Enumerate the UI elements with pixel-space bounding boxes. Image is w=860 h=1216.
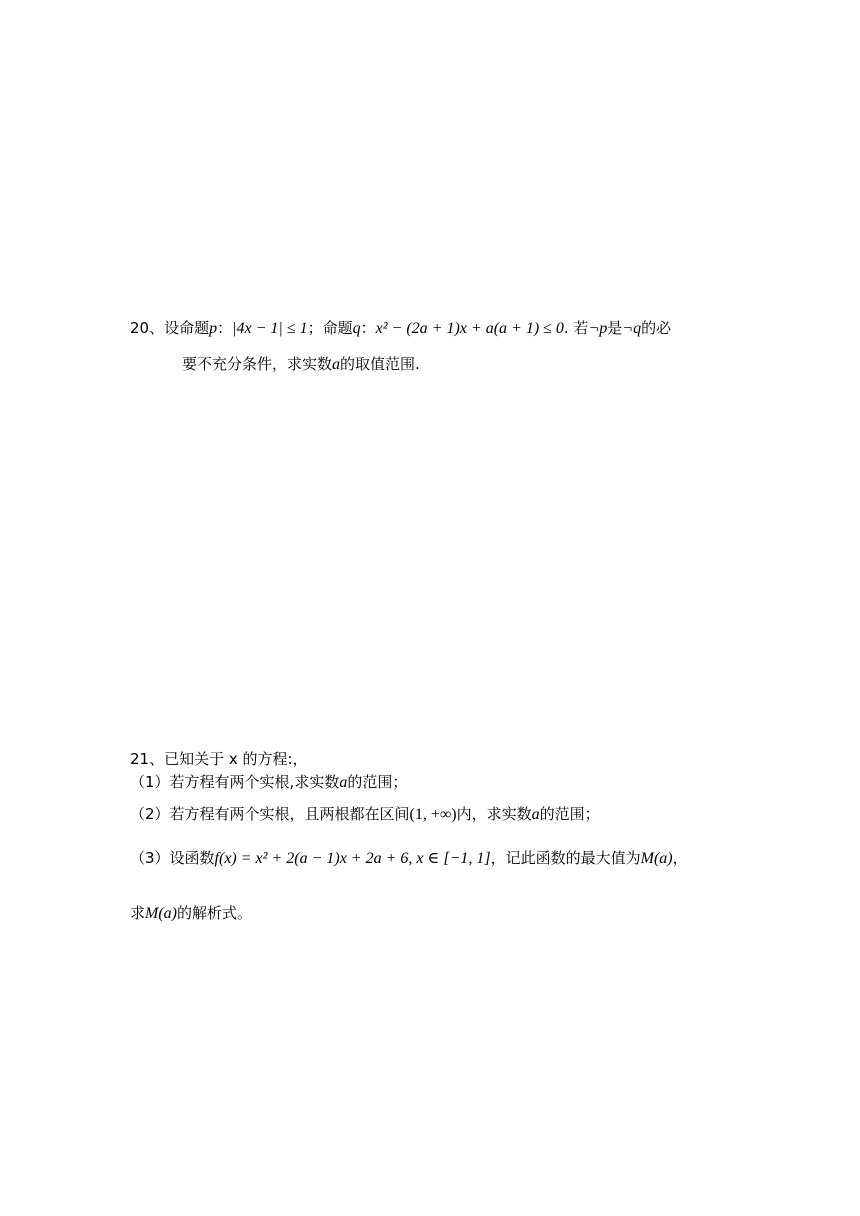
part-1-text: 的范围； — [347, 773, 408, 791]
colon: ： — [360, 319, 376, 337]
inequality-q: x² − (2a + 1)x + a(a + 1) ≤ 0 — [375, 320, 564, 337]
problem-20-text: 的必 — [641, 319, 672, 337]
max-value-symbol: M(a) — [640, 850, 673, 867]
problem-21-part-2 — [130, 804, 600, 825]
part-2-text: 内，求实数 — [456, 805, 532, 823]
problem-21-part-3 — [130, 848, 688, 869]
problem-20-line-1 — [130, 318, 671, 339]
variable-a: a — [332, 356, 341, 373]
problem-20-text: 是 — [607, 319, 623, 337]
not-p-symbol: ¬p — [588, 320, 608, 337]
variable-a: a — [531, 806, 540, 823]
part-3-text: （3）设函数 — [130, 849, 215, 867]
problem-20-text: ；命题 — [307, 319, 353, 337]
problem-21-part-3-line-2 — [130, 903, 252, 924]
part-1-text: （1）若方程有两个实根,求实数 — [130, 773, 340, 791]
colon: ： — [217, 319, 233, 337]
problem-21-part-1 — [130, 772, 407, 793]
part-3-text: 求 — [130, 904, 146, 922]
problem-20-line-2 — [182, 354, 420, 375]
part-2-text: （2）若方程有两个实根，且两根都在区间 — [130, 805, 410, 823]
problem-21-text: 已知关于 x 的方程:， — [164, 750, 308, 768]
proposition-p-symbol: p — [209, 320, 218, 337]
part-3-text: 的解析式。 — [177, 904, 253, 922]
part-3-text: ，记此函数的最大值为 — [490, 849, 641, 867]
inequality-p: |4x − 1| ≤ 1 — [232, 320, 308, 337]
problem-20-text: 设命题 — [164, 319, 210, 337]
proposition-q-symbol: q — [352, 320, 361, 337]
part-2-text: 的范围； — [539, 805, 600, 823]
function-definition: f(x) = x² + 2(a − 1)x + 2a + 6, x ∈ [−1, 1] — [214, 850, 491, 867]
max-value-symbol: M(a) — [145, 905, 177, 922]
problem-20-text: 要不充分条件，求实数 — [182, 355, 333, 373]
not-q-symbol: ¬q — [622, 320, 642, 337]
problem-20-text: 的取值范围. — [340, 355, 420, 373]
problem-21-intro — [130, 749, 308, 769]
part-3-text: ， — [672, 849, 688, 867]
problem-20-number: 20、 — [130, 319, 165, 337]
problem-21-number: 21、 — [130, 750, 165, 768]
problem-20-text: . 若 — [563, 319, 589, 337]
interval: (1, +∞) — [409, 806, 457, 823]
variable-a: a — [339, 774, 348, 791]
